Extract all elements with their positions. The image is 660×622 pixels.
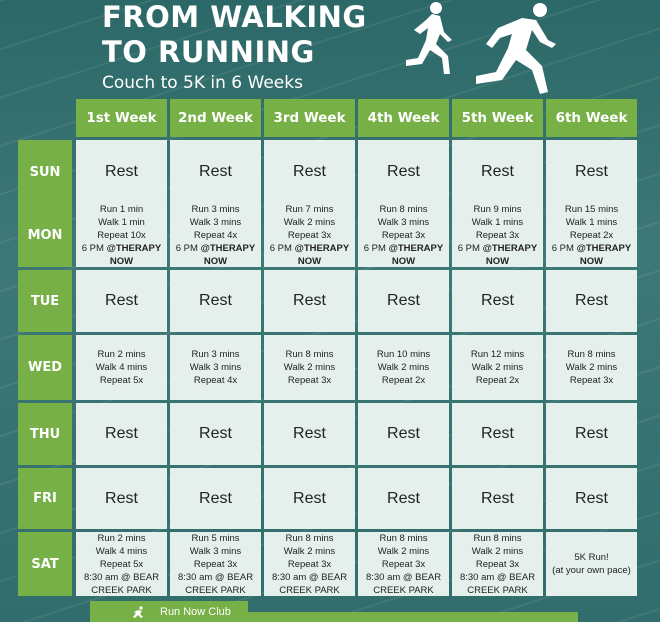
schedule-cell-tue-week1: [76, 270, 167, 332]
schedule-cell-sun-week4: [358, 140, 449, 204]
runner-logo-icon: [130, 606, 146, 620]
cell-line: Run 8 mins: [473, 532, 522, 544]
week-header-4: 4th Week: [358, 99, 449, 137]
schedule-cell-thu-week5: [452, 403, 543, 465]
cell-line: 8:30 am @ BEAR: [271, 571, 348, 583]
cell-line: Rest: [575, 489, 608, 507]
cell-line: Run 8 mins: [285, 349, 334, 360]
schedule-cell-wed-week1: [76, 335, 167, 400]
schedule-cell-fri-week5: [452, 468, 543, 529]
schedule-cell-mon-week2: [170, 203, 261, 267]
schedule-cell-wed-week4: [358, 335, 449, 400]
cell-line: Rest: [293, 425, 326, 442]
cell-line: Walk 2 mins: [565, 362, 618, 373]
title-line-1: FROM WALKING: [102, 0, 367, 34]
schedule-cell-wed-week2: [170, 335, 261, 400]
schedule-cell-sat-week4: [358, 532, 449, 596]
cell-line: Rest: [293, 489, 326, 507]
cell-line: 8:30 am @ BEAR: [83, 571, 160, 583]
schedule-cell-thu-week2: [170, 403, 261, 465]
cell-line: Repeat 3x: [287, 229, 332, 241]
cell-line: NOW: [203, 255, 228, 267]
cell-line: Repeat 4x: [193, 229, 238, 241]
cell-line: Run 8 mins: [379, 532, 428, 544]
cell-line: Walk 3 mins: [377, 216, 430, 228]
cell-line: Repeat 5x: [99, 375, 144, 386]
cell-line: Run 2 mins: [97, 532, 146, 544]
cell-line: Walk 2 mins: [283, 216, 336, 228]
cell-line: 6 PM @THERAPY: [363, 242, 444, 254]
cell-line: Run 15 mins: [564, 203, 619, 215]
schedule-cell-sun-week2: [170, 140, 261, 204]
cell-line: Repeat 3x: [569, 375, 614, 386]
cell-line: NOW: [391, 255, 416, 267]
cell-line: Run 10 mins: [376, 349, 431, 360]
schedule-cell-sat-week1: [76, 532, 167, 596]
schedule-cell-wed-week3: [264, 335, 355, 400]
cell-line: Rest: [387, 425, 420, 442]
male-runner-icon: [452, 0, 562, 100]
cell-line: Repeat 2x: [381, 375, 426, 386]
cell-line: Walk 2 mins: [471, 362, 524, 373]
cell-line: Repeat 3x: [381, 558, 426, 570]
cell-line: Run 7 mins: [285, 203, 334, 215]
schedule-cell-thu-week6: [546, 403, 637, 465]
schedule-cell-tue-week2: [170, 270, 261, 332]
schedule-cell-sat-week5: [452, 532, 543, 596]
cell-line: CREEK PARK: [279, 584, 340, 596]
schedule-cell-sun-week5: [452, 140, 543, 204]
title-line-2: TO RUNNING: [102, 35, 315, 69]
schedule-cell-mon-week1: [76, 203, 167, 267]
schedule-cell-tue-week3: [264, 270, 355, 332]
cell-line: 6 PM @THERAPY: [81, 242, 162, 254]
cell-line: Rest: [105, 292, 138, 309]
cell-line: Walk 4 mins: [95, 545, 148, 557]
cell-line: Run 3 mins: [191, 349, 240, 360]
cell-line: Run 8 mins: [285, 532, 334, 544]
cell-line: Repeat 3x: [381, 229, 426, 241]
cell-line: Repeat 10x: [97, 229, 146, 241]
day-label-sun: SUN: [18, 140, 72, 204]
cell-line: Walk 2 mins: [283, 545, 336, 557]
schedule-cell-sun-week6: [546, 140, 637, 204]
schedule-cell-sat-week6: [546, 532, 637, 596]
cell-line: Repeat 3x: [287, 375, 332, 386]
cell-line: Walk 1 mins: [471, 216, 524, 228]
schedule-cell-tue-week6: [546, 270, 637, 332]
cell-line: Rest: [575, 163, 608, 180]
footer-club-name: Run Now Club: [160, 606, 231, 618]
week-header-2: 2nd Week: [170, 99, 261, 137]
cell-line: (at your own pace): [552, 565, 631, 576]
day-label-tue: TUE: [18, 270, 72, 332]
cell-line: Rest: [105, 163, 138, 180]
week-header-1: 1st Week: [76, 99, 167, 137]
schedule-cell-tue-week4: [358, 270, 449, 332]
cell-line: Repeat 2x: [475, 375, 520, 386]
cell-line: 8:30 am @ BEAR: [365, 571, 442, 583]
schedule-cell-thu-week3: [264, 403, 355, 465]
week-header-3: 3rd Week: [264, 99, 355, 137]
schedule-cell-fri-week4: [358, 468, 449, 529]
cell-line: Walk 2 mins: [471, 545, 524, 557]
schedule-cell-mon-week5: [452, 203, 543, 267]
cell-line: Walk 4 mins: [95, 362, 148, 373]
schedule-cell-wed-week5: [452, 335, 543, 400]
cell-line: 6 PM @THERAPY: [175, 242, 256, 254]
cell-line: Walk 2 mins: [283, 362, 336, 373]
cell-line: Run 8 mins: [567, 349, 616, 360]
day-label-mon: MON: [18, 203, 72, 267]
cell-line: Walk 3 mins: [189, 545, 242, 557]
schedule-cell-tue-week5: [452, 270, 543, 332]
cell-line: Repeat 3x: [287, 558, 332, 570]
day-label-thu: THU: [18, 403, 72, 465]
schedule-cell-mon-week4: [358, 203, 449, 267]
cell-line: Rest: [199, 489, 232, 507]
day-label-fri: FRI: [18, 468, 72, 529]
cell-line: Run 8 mins: [379, 203, 428, 215]
cell-line: Rest: [199, 425, 232, 442]
cell-line: Rest: [293, 292, 326, 309]
cell-line: Run 3 mins: [191, 203, 240, 215]
cell-line: Rest: [105, 425, 138, 442]
schedule-cell-mon-week6: [546, 203, 637, 267]
cell-line: Walk 3 mins: [189, 216, 242, 228]
cell-line: Repeat 3x: [193, 558, 238, 570]
schedule-cell-sat-week3: [264, 532, 355, 596]
cell-line: Repeat 2x: [569, 229, 614, 241]
cell-line: Run 1 min: [99, 203, 144, 215]
cell-line: Rest: [481, 489, 514, 507]
cell-line: CREEK PARK: [185, 584, 246, 596]
cell-line: 5K Run!: [574, 552, 609, 563]
schedule-cell-sat-week2: [170, 532, 261, 596]
schedule-cell-thu-week1: [76, 403, 167, 465]
schedule-cell-sun-week3: [264, 140, 355, 204]
schedule-cell-wed-week6: [546, 335, 637, 400]
day-label-wed: WED: [18, 335, 72, 400]
cell-line: Repeat 3x: [475, 558, 520, 570]
cell-line: CREEK PARK: [91, 584, 152, 596]
cell-line: Rest: [481, 163, 514, 180]
cell-line: Run 9 mins: [473, 203, 522, 215]
week-header-6: 6th Week: [546, 99, 637, 137]
footer-line: [248, 612, 578, 622]
cell-line: Walk 2 mins: [377, 545, 430, 557]
schedule-cell-mon-week3: [264, 203, 355, 267]
cell-line: 8:30 am @ BEAR: [459, 571, 536, 583]
cell-line: Rest: [387, 292, 420, 309]
cell-line: Rest: [199, 163, 232, 180]
cell-line: CREEK PARK: [373, 584, 434, 596]
cell-line: 8:30 am @ BEAR: [177, 571, 254, 583]
cell-line: Run 2 mins: [97, 349, 146, 360]
subtitle: Couch to 5K in 6 Weeks: [102, 73, 303, 93]
day-label-sat: SAT: [18, 532, 72, 596]
cell-line: Walk 1 min: [98, 216, 145, 228]
schedule-cell-fri-week1: [76, 468, 167, 529]
cell-line: Repeat 5x: [99, 558, 144, 570]
cell-line: Rest: [105, 489, 138, 507]
cell-line: 6 PM @THERAPY: [551, 242, 632, 254]
cell-line: NOW: [579, 255, 604, 267]
cell-line: Walk 3 mins: [189, 362, 242, 373]
cell-line: Rest: [481, 292, 514, 309]
week-header-5: 5th Week: [452, 99, 543, 137]
cell-line: Rest: [293, 163, 326, 180]
schedule-cell-fri-week3: [264, 468, 355, 529]
schedule-cell-fri-week6: [546, 468, 637, 529]
cell-line: Repeat 4x: [193, 375, 238, 386]
cell-line: Rest: [575, 292, 608, 309]
cell-line: NOW: [485, 255, 510, 267]
cell-line: 6 PM @THERAPY: [457, 242, 538, 254]
cell-line: Rest: [575, 425, 608, 442]
cell-line: Rest: [387, 163, 420, 180]
cell-line: NOW: [109, 255, 134, 267]
schedule-cell-sun-week1: [76, 140, 167, 204]
cell-line: Rest: [387, 489, 420, 507]
schedule-cell-thu-week4: [358, 403, 449, 465]
cell-line: 6 PM @THERAPY: [269, 242, 350, 254]
cell-line: Walk 2 mins: [377, 362, 430, 373]
cell-line: Rest: [199, 292, 232, 309]
cell-line: NOW: [297, 255, 322, 267]
cell-line: CREEK PARK: [467, 584, 528, 596]
cell-line: Rest: [481, 425, 514, 442]
schedule-cell-fri-week2: [170, 468, 261, 529]
cell-line: Walk 1 mins: [565, 216, 618, 228]
cell-line: Run 12 mins: [470, 349, 525, 360]
cell-line: Repeat 3x: [475, 229, 520, 241]
cell-line: Run 5 mins: [191, 532, 240, 544]
